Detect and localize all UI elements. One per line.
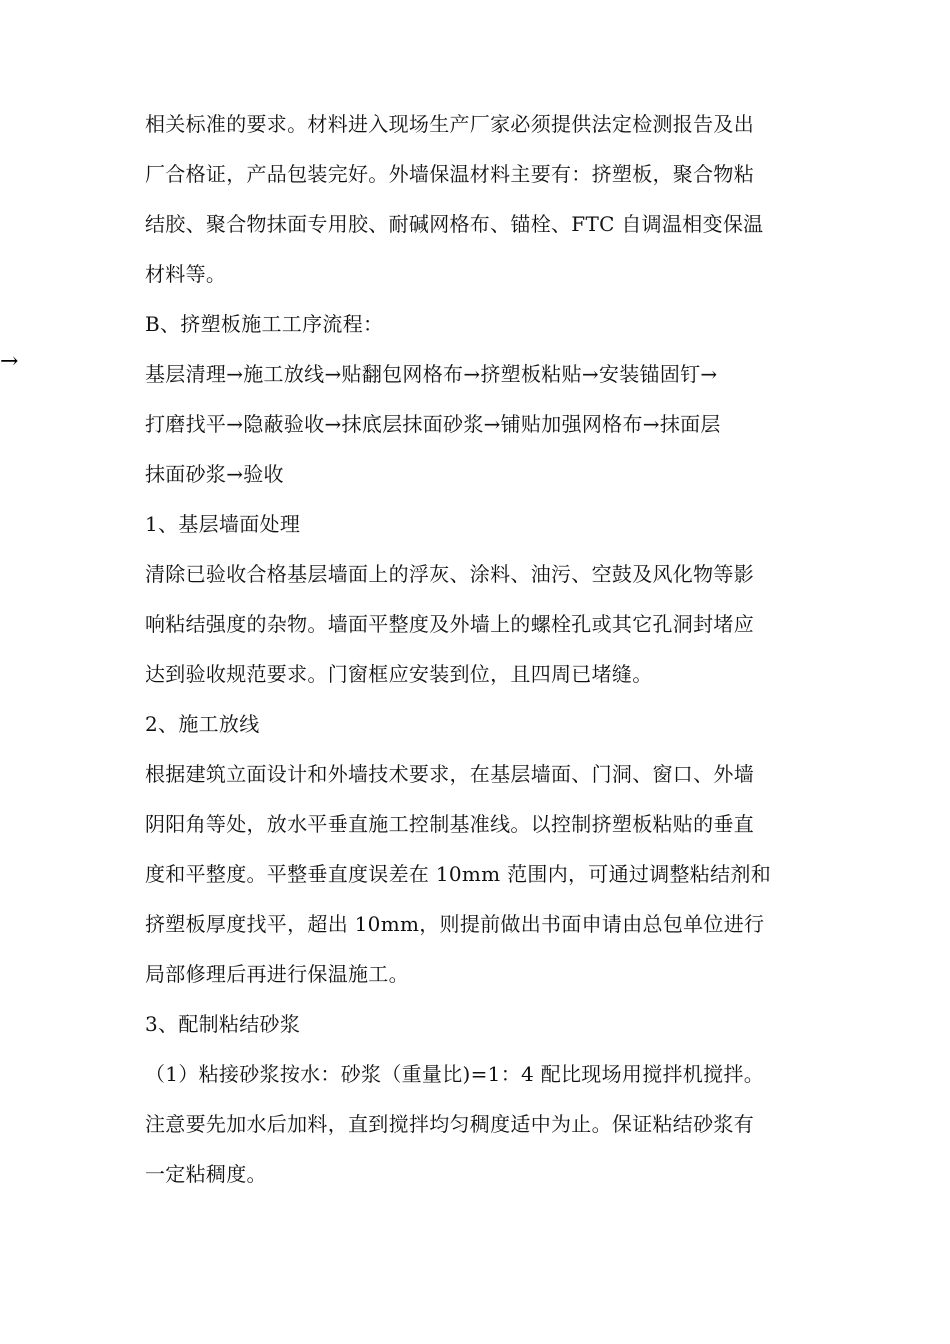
paragraph-line: 一定粘稠度。 — [145, 1162, 267, 1186]
paragraph-line: 达到验收规范要求。门窗框应安装到位，且四周已堵缝。 — [145, 662, 653, 686]
paragraph-line: 清除已验收合格基层墙面上的浮灰、涂料、油污、空鼓及风化物等影 — [145, 562, 754, 586]
paragraph-line: 挤塑板厚度找平，超出 10mm，则提前做出书面申请由总包单位进行 — [145, 912, 765, 936]
paragraph-line: 注意要先加水后加料，直到搅拌均匀稠度适中为止。保证粘结砂浆有 — [145, 1112, 754, 1136]
process-flow-line: 抹面砂浆→验收 — [145, 462, 284, 486]
paragraph-line: 相关标准的要求。材料进入现场生产厂家必须提供法定检测报告及出 — [145, 112, 754, 136]
section-heading: 1、基层墙面处理 — [145, 512, 301, 536]
paragraph-line: 根据建筑立面设计和外墙技术要求，在基层墙面、门洞、窗口、外墙 — [145, 762, 754, 786]
paragraph-line: 度和平整度。平整垂直度误差在 10mm 范围内，可通过调整粘结剂和 — [145, 862, 771, 886]
document-body — [145, 104, 825, 1204]
paragraph-line: 结胶、聚合物抹面专用胶、耐碱网格布、锚栓、FTC 自调温相变保温 — [145, 212, 764, 236]
paragraph-line: （1）粘接砂浆按水：砂浆（重量比)=1：4 配比现场用搅拌机搅拌。 — [145, 1062, 764, 1086]
margin-arrow-icon: → — [0, 349, 19, 374]
paragraph-line: 阴阳角等处，放水平垂直施工控制基准线。以控制挤塑板粘贴的垂直 — [145, 812, 754, 836]
paragraph-line: 材料等。 — [145, 262, 227, 286]
section-heading: 2、施工放线 — [145, 712, 260, 736]
process-flow-line: 基层清理→施工放线→贴翻包网格布→挤塑板粘贴→安装锚固钉→ — [145, 362, 718, 386]
paragraph-line: 响粘结强度的杂物。墙面平整度及外墙上的螺栓孔或其它孔洞封堵应 — [145, 612, 754, 636]
paragraph-line: 厂合格证，产品包装完好。外墙保温材料主要有：挤塑板，聚合物粘 — [145, 162, 754, 186]
paragraph-line: 局部修理后再进行保温施工。 — [145, 962, 409, 986]
section-heading: B、挤塑板施工工序流程： — [145, 312, 384, 336]
section-heading: 3、配制粘结砂浆 — [145, 1012, 301, 1036]
process-flow-line: 打磨找平→隐蔽验收→抹底层抹面砂浆→铺贴加强网格布→抹面层 — [145, 412, 721, 436]
